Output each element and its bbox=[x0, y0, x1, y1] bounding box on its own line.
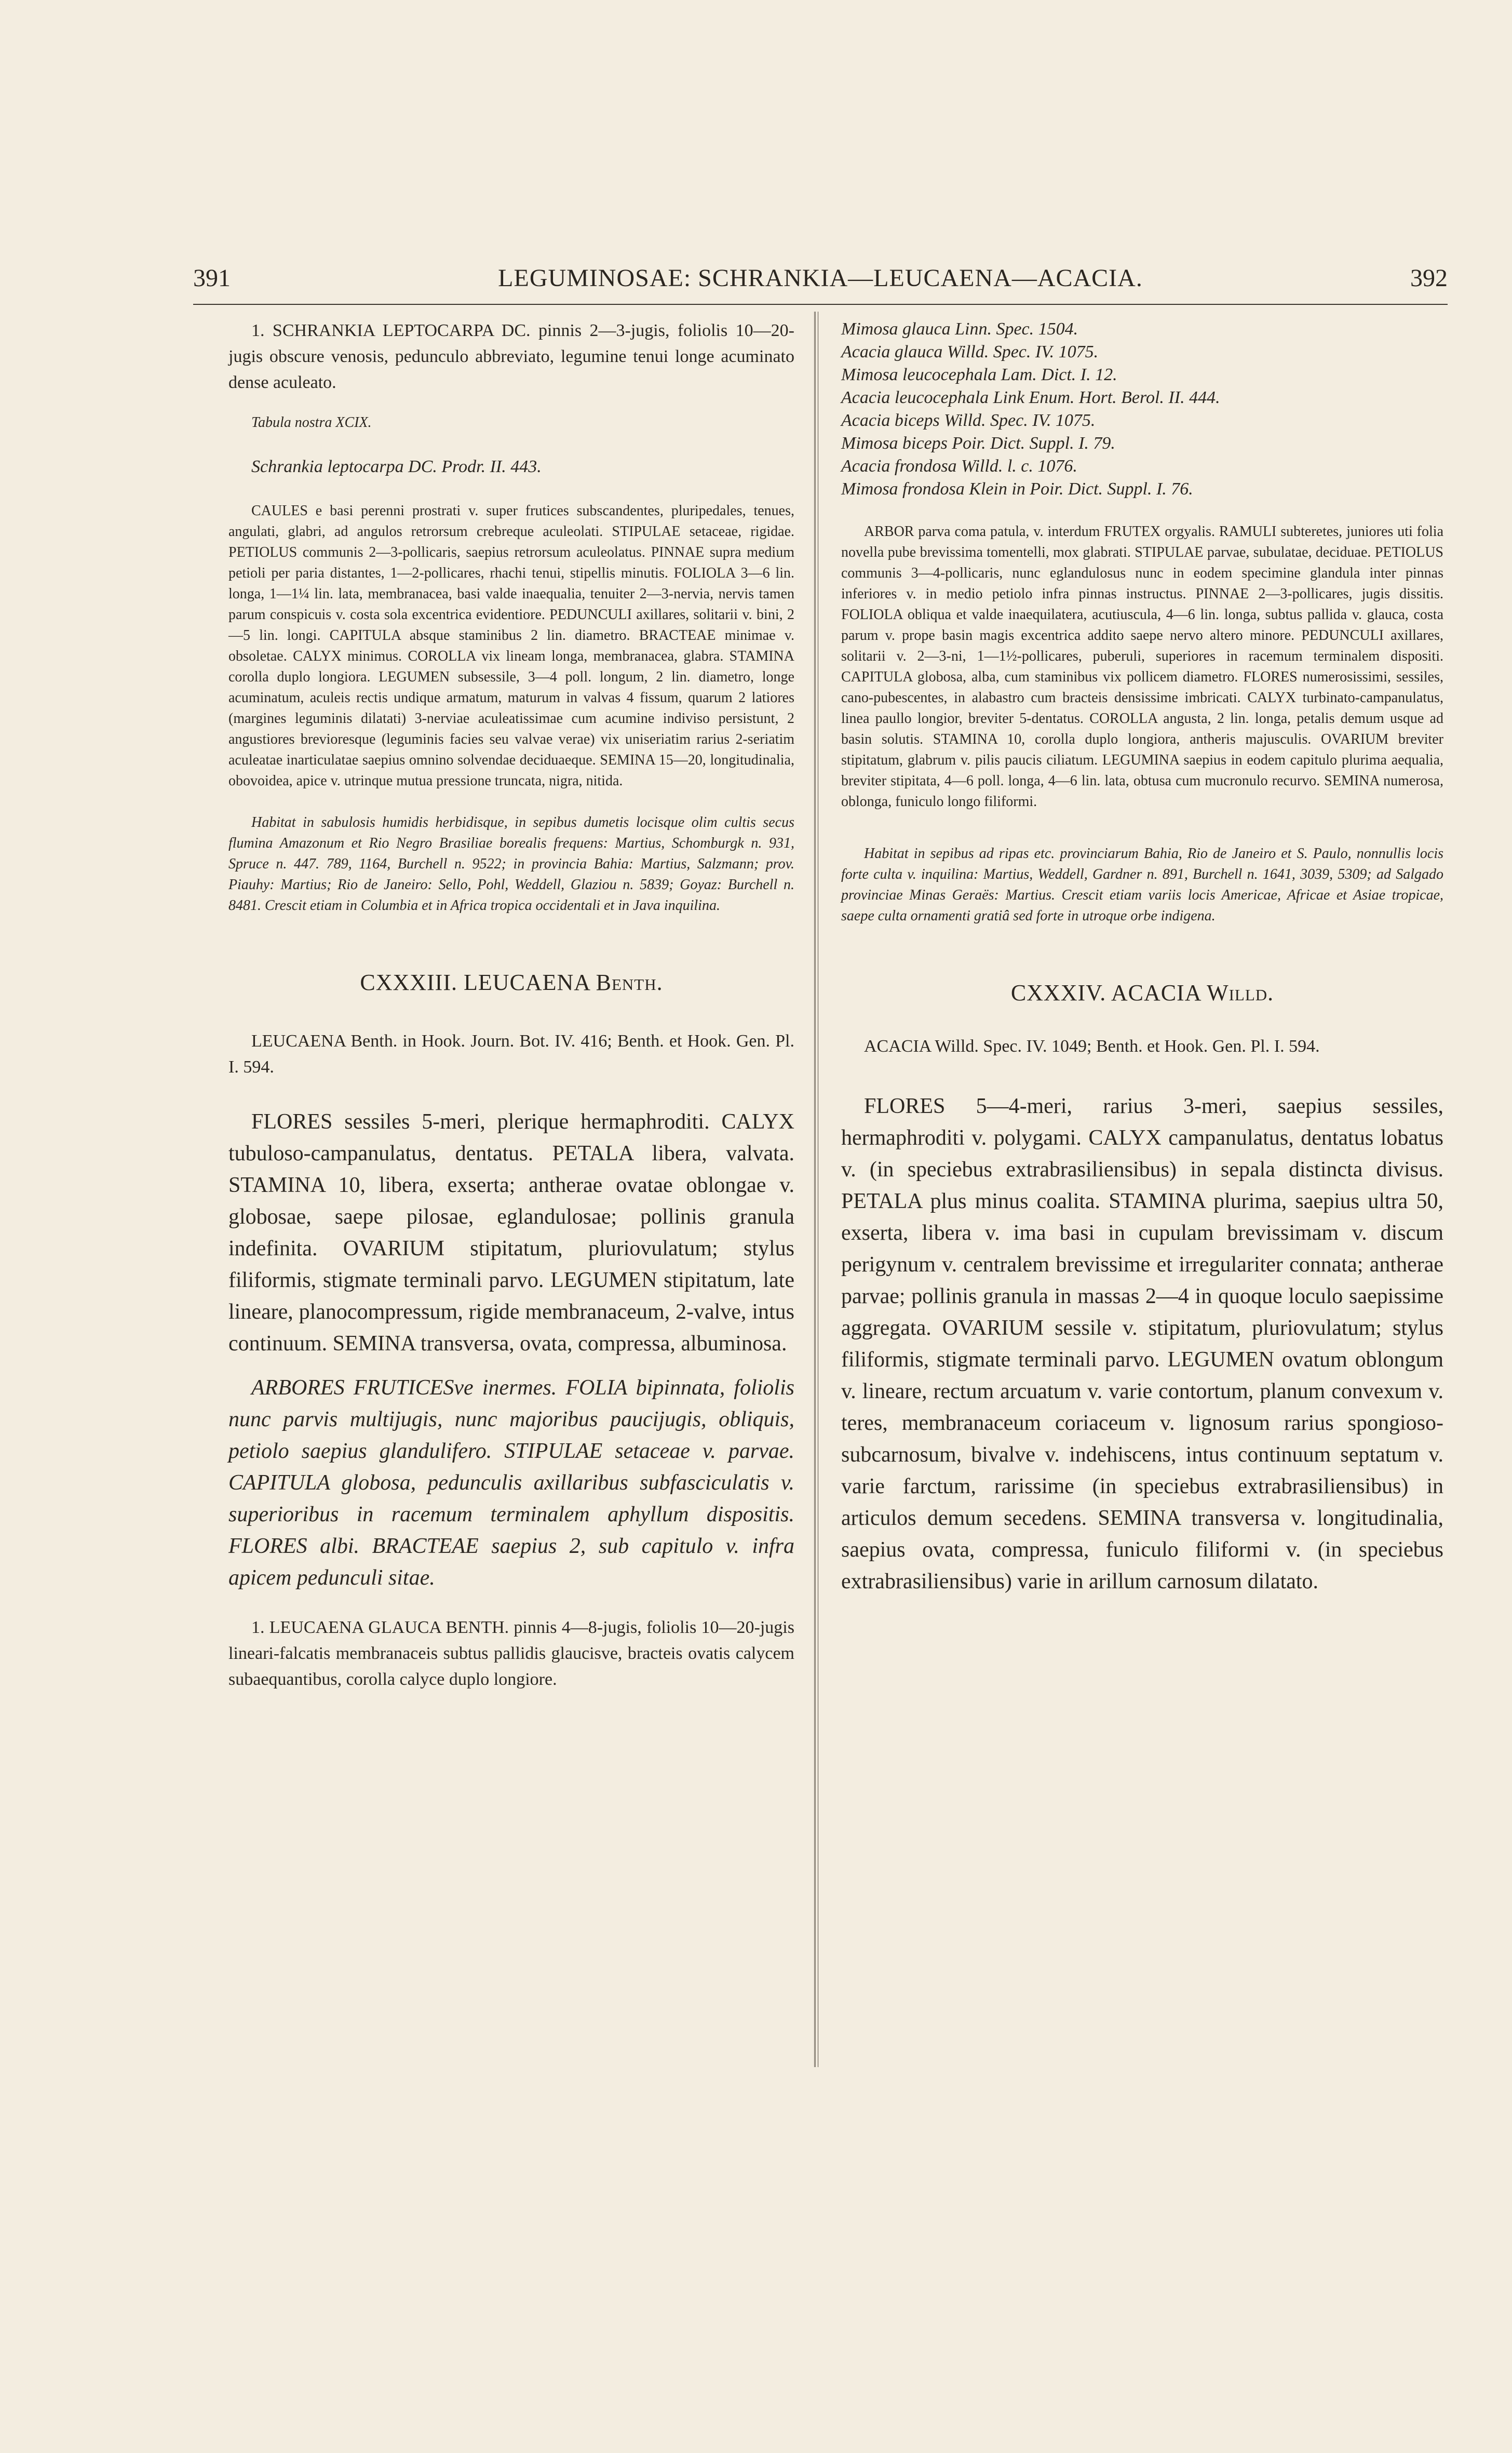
synonym-line: Mimosa glauca Linn. Spec. 1504. bbox=[841, 319, 1078, 339]
plate-reference: Tabula nostra XCIX. bbox=[251, 414, 372, 431]
description-leucaena-glauca: ARBOR parva coma patula, v. interdum FRUTEX orgyalis. RAMULI subteretes, juniores uti folia novella pube brevissima tomentelli, mox glabrati. STIPULAE parvae, subulatae, deciduae. PETIOLUS communis 3—4-pollicaris, nunc eglandulosus nunc in eodem specimine glandula inter pinnas inferiores v. in medio petiolo infra pinnas instructus. PINNAE 2—3-pollicares, jugis dissitis. FOLIOLA obliqua et valde inaequilatera, acutiuscula, 4—6 lin. longa, subtus pallida v. glauca, costa parum v. prope basin magis excentrica addito saepe nervo altero minore. PEDUNCULI axillares, solitarii v. 2—3-ni, 1—1½-pollicares, puberuli, superiores in racemum terminalem dispositi. CAPITULA globosa, alba, cum staminibus vix pollicem diametro. FLORES numerosissimi, sessiles, cano-pubescentes, in alabastro cum bracteis densissime imbricati. CALYX turbinato-campanulatus, linea paullo longior, breviter 5-dentatus. COROLLA angusta, 2 lin. longa, petalis demum usque ad basin solutis. STAMINA 10, corolla duplo longiora, antheris majusculis. OVARIUM breviter stipitatum, glabrum v. pilis paucis ciliatum. LEGUMINA saepius in eodem capitulo plurima aequalia, breviter stipitata, 4—6 poll. longa, 4—6 lin. lata, obtusa cum mucronulo recurvo. SEMINA numerosa, oblonga, funiculo longo filiformi. bbox=[841, 524, 1443, 810]
synonym-line: Acacia frondosa Willd. l. c. 1076. bbox=[841, 457, 1077, 476]
genus-description-acacia: FLORES 5—4-meri, rarius 3-meri, saepius sessiles, hermaphroditi v. polygami. CALYX campanulatus, dentatus lobatus v. (in speciebus extrabrasiliensibus) in sepala distincta divisus. PETALA plus minus coalita. STAMINA plurima, saepius ultra 50, exserta, libera v. ima basi in cupulam brevissimam v. discum perigynum v. centralem brevissime et irregulariter connata; antherae parvae; pollinis granula in massas 2—4 in quoque loculo saepissime aggregata. OVARIUM sessile v. stipitatum, pluriovulatum; stylus filiformis, stigmate terminali parvo. LEGUMEN ovatum oblongum v. lineare, rectum arcuatum v. varie contortum, planum convexum v. teres, membranaceum coriaceum v. lignosum rarius spongioso-subcarnosum, bivalve v. indehiscens, intus continuum septatum v. varie farctum, rarissime (in speciebus extrabrasiliensibus) in articulos demum secedens. SEMINA transversa v. longitudinalia, saepius ovata, compressa, funiculo filiformi v. (in speciebus extrabrasiliensibus) varie in arillum carnosum dilatato. bbox=[841, 1094, 1443, 1593]
synonymy-list bbox=[841, 318, 1443, 501]
species-intro-schrankia: 1. SCHRANKIA LEPTOCARPA DC. pinnis 2—3-jugis, foliolis 10—20-jugis obscure venosis, pedunculo abbreviato, legumine tenui longe acuminato dense aculeato. bbox=[228, 321, 794, 392]
genus-reference-acacia: ACACIA Willd. Spec. IV. 1049; Benth. et Hook. Gen. Pl. I. 594. bbox=[864, 1037, 1320, 1056]
page-header bbox=[193, 264, 1448, 300]
habitat-schrankia: Habitat in sabulosis humidis herbidisque, in sepibus dumetis locisque olim cultis secus flumina Amazonum et Rio Negro Brasiliae borealis frequens: Martius, Schomburgk n. 931, Spruce n. 447. 789, 1164, Burchell n. 9522; in provincia Bahia: Martius, Salzmann; prov. Piauhy: Martius; Rio de Janeiro: Sello, Pohl, Weddell, Glaziou n. 5839; Goyaz: Burchell n. 8481. Crescit etiam in Columbia et in Africa tropica occidentali et in Java inquilina. bbox=[228, 814, 794, 914]
species-intro-leucaena: 1. LEUCAENA GLAUCA BENTH. pinnis 4—8-jugis, foliolis 10—20-jugis lineari-falcatis membranaceis subtus pallidis glaucisve, bracteis ovatis calycem subaequantibus, corolla calyce duplo longiore. bbox=[228, 1618, 794, 1689]
synonym-schrankia: Schrankia leptocarpa DC. Prodr. II. 443. bbox=[251, 457, 542, 476]
genus-heading-text: CXXXIV. ACACIA bbox=[1010, 980, 1201, 1006]
habitat-leucaena-glauca: Habitat in sepibus ad ripas etc. provinciarum Bahia, Rio de Janeiro et S. Paulo, nonnullis locis forte culta v. inquilina: Martius, Weddell, Gardner n. 891, Burchell n. 1641, 3039, 5309; ad Salgado provinciae Minas Geraës: Martius. Crescit etiam variis locis Americae, Africae et Asiae tropicae, saepe culta ornamenti gratiâ sed forte in utroque orbe indigena. bbox=[841, 846, 1443, 924]
page-number-left: 391 bbox=[193, 264, 231, 292]
genus-heading-leucaena bbox=[228, 968, 794, 997]
page-number-right: 392 bbox=[1410, 264, 1448, 292]
synonym-line: Acacia biceps Willd. Spec. IV. 1075. bbox=[841, 411, 1096, 430]
genus-heading-text: CXXXIII. LEUCAENA bbox=[360, 970, 590, 995]
description-schrankia: CAULES e basi perenni prostrati v. super frutices subscandentes, pluripedales, tenues, angulati, glabri, ad angulos retrorsum crebreque aculeolati. STIPULAE setaceae, rigidae. PETIOLUS communis 2—3-pollicaris, saepius retrorsum aculeolatus. PINNAE supra medium petioli per paria distantes, 1—2-pollicares, rhachi tenui, stipellis minutis. FOLIOLA 3—6 lin. longa, 1—1¼ lin. lata, membranacea, basi valde inaequalia, tenuiter 2—3-nervia, nervis tamen parum conspicuis v. costa sola excentrica evidentiore. PEDUNCULI axillares, solitarii v. bini, 2—5 lin. longi. CAPITULA absque staminibus 2 lin. diametro. BRACTEAE minimae v. obsoletae. CALYX minimus. COROLLA vix lineam longa, membranacea, glabra. STAMINA corolla duplo longiora. LEGUMEN subsessile, 3—4 poll. longum, 2 lin. diametro, longe acuminatum, aculeis rectis undique armatum, maturum in valvas 4 fissum, quarum 2 latiores (margines leguminis dilatati) 3-nerviae aculeatissimae cum acumine indiviso persistunt, 2 angustiores brevioresque (leguminis facies seu valvae verae) vix uniseriatim rarius 2-seriatim aculeatae inarticulatae saepius omnino solvendae deciduaeque. SEMINA 15—20, longitudinalia, obovoidea, apice v. utrinque mutua pressione truncata, nigra, nitida. bbox=[228, 503, 794, 789]
genus-description-leucaena: FLORES sessiles 5-meri, plerique hermaphroditi. CALYX tubuloso-campanulatus, dentatus. PETALA libera, valvata. STAMINA 10, libera, exserta; antherae ovatae oblongae v. globosae, saepe pilosae, eglandulosae; pollinis granula indefinita. OVARIUM stipitatum, pluriovulatum; stylus filiformis, stigmate terminali parvo. LEGUMEN stipitatum, late lineare, planocompressum, rigide membranaceum, 2-valve, intus continuum. SEMINA transversa, ovata, compressa, albuminosa. bbox=[228, 1110, 794, 1356]
synonym-line: Mimosa biceps Poir. Dict. Suppl. I. 79. bbox=[841, 434, 1115, 453]
synonym-line: Mimosa frondosa Klein in Poir. Dict. Suppl. I. 76. bbox=[841, 479, 1193, 499]
genus-reference-leucaena: LEUCAENA Benth. in Hook. Journ. Bot. IV. 416; Benth. et Hook. Gen. Pl. I. 594. bbox=[228, 1031, 794, 1077]
genus-habit-leucaena: ARBORES FRUTICESve inermes. FOLIA bipinnata, foliolis nunc parvis multijugis, nunc majoribus paucijugis, obliquis, petiolo saepius glandulifero. STIPULAE setaceae v. parvae. CAPITULA globosa, pedunculis axillaribus subfasciculatis v. superioribus in racemum terminalem aphyllum dispositis. FLORES albi. BRACTEAE saepius 2, sub capitulo v. infra apicem pedunculi sitae. bbox=[228, 1376, 794, 1590]
synonym-line: Acacia leucocephala Link Enum. Hort. Berol. II. 444. bbox=[841, 388, 1220, 407]
right-column bbox=[841, 318, 1443, 1598]
header-rule bbox=[193, 304, 1448, 305]
synonym-line: Mimosa leucocephala Lam. Dict. I. 12. bbox=[841, 365, 1117, 384]
running-title: LEGUMINOSAE: SCHRANKIA—LEUCAENA—ACACIA. bbox=[498, 264, 1143, 292]
left-column bbox=[228, 318, 794, 1693]
column-divider bbox=[814, 312, 818, 2067]
synonym-line: Acacia glauca Willd. Spec. IV. 1075. bbox=[841, 342, 1099, 361]
genus-heading-acacia bbox=[841, 978, 1443, 1008]
genus-heading-author: Benth. bbox=[596, 970, 663, 995]
genus-heading-author: Willd. bbox=[1207, 980, 1274, 1006]
